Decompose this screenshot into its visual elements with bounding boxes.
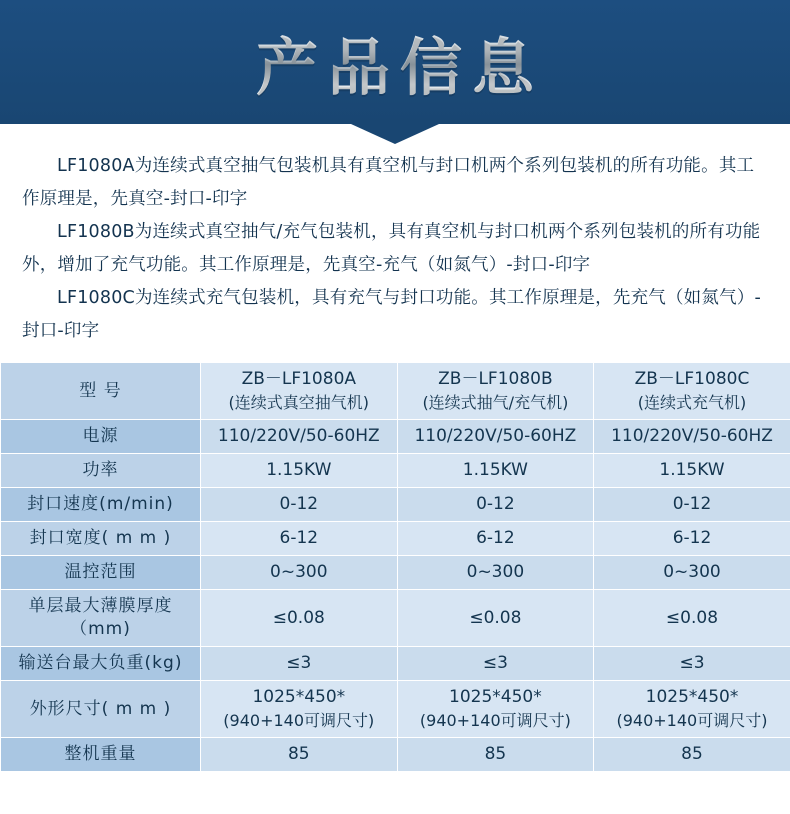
row-value: ≤0.08 bbox=[594, 590, 790, 647]
value-line-1: ZB－LF1080C bbox=[634, 369, 750, 389]
page-title: 产品信息 bbox=[0, 0, 790, 124]
row-label: 温控范围 bbox=[1, 556, 201, 590]
row-value bbox=[594, 363, 790, 420]
row-value: ≤3 bbox=[201, 647, 398, 681]
row-value: 85 bbox=[594, 738, 790, 772]
table-row bbox=[1, 488, 790, 522]
row-label: 单层最大薄膜厚度（mm) bbox=[1, 590, 201, 647]
row-value: 110/220V/50-60HZ bbox=[594, 420, 790, 454]
description-block bbox=[0, 124, 790, 356]
row-value: ≤3 bbox=[397, 647, 594, 681]
row-value: 0-12 bbox=[201, 488, 398, 522]
row-value: 85 bbox=[397, 738, 594, 772]
value-line-2: (连续式充气机) bbox=[637, 393, 747, 412]
table-row bbox=[1, 522, 790, 556]
table-row bbox=[1, 738, 790, 772]
row-label: 输送台最大负重(kg) bbox=[1, 647, 201, 681]
table-row bbox=[1, 454, 790, 488]
row-label: 功率 bbox=[1, 454, 201, 488]
row-value bbox=[594, 681, 790, 738]
row-value: ≤0.08 bbox=[397, 590, 594, 647]
description-paragraph-2: LF1080B为连续式真空抽气/充气包装机，具有真空机与封口机两个系列包装机的所有功能外，增加了充气功能。其工作原理是，先真空-充气（如氮气）-封口-印字 bbox=[22, 222, 761, 275]
banner-arrow-icon bbox=[351, 124, 439, 144]
row-value bbox=[201, 681, 398, 738]
table-row bbox=[1, 420, 790, 454]
row-label: 电源 bbox=[1, 420, 201, 454]
value-line-1: 1025*450* bbox=[449, 687, 542, 707]
row-value: 1.15KW bbox=[201, 454, 398, 488]
value-line-2: (940+140可调尺寸) bbox=[616, 711, 768, 730]
table-row bbox=[1, 363, 790, 420]
row-value: 1.15KW bbox=[397, 454, 594, 488]
table-row bbox=[1, 681, 790, 738]
value-line-2: (940+140可调尺寸) bbox=[223, 711, 375, 730]
description-paragraph-1: LF1080A为连续式真空抽气包装机具有真空机与封口机两个系列包装机的所有功能。其工作原理是，先真空-封口-印字 bbox=[22, 156, 755, 209]
value-line-1: 1025*450* bbox=[252, 687, 346, 707]
row-value bbox=[397, 681, 594, 738]
row-value: 6-12 bbox=[397, 522, 594, 556]
row-value: ≤3 bbox=[594, 647, 790, 681]
row-value: ≤0.08 bbox=[201, 590, 398, 647]
row-label: 型 号 bbox=[1, 363, 201, 420]
row-value: 0~300 bbox=[201, 556, 398, 590]
row-value: 0~300 bbox=[397, 556, 594, 590]
description-paragraph-3: LF1080C为连续式充气包装机，具有充气与封口功能。其工作原理是，先充气（如氮气）-封口-印字 bbox=[22, 288, 761, 341]
row-value: 1.15KW bbox=[594, 454, 790, 488]
value-line-2: (连续式真空抽气机) bbox=[228, 393, 370, 412]
row-value: 0-12 bbox=[594, 488, 790, 522]
spec-table bbox=[0, 362, 790, 772]
spec-table-wrapper bbox=[0, 356, 790, 772]
row-value: 0-12 bbox=[397, 488, 594, 522]
row-value: 110/220V/50-60HZ bbox=[397, 420, 594, 454]
table-row bbox=[1, 590, 790, 647]
row-label: 外形尺寸( m m ) bbox=[1, 681, 201, 738]
value-line-2: (连续式抽气/充气机) bbox=[422, 393, 569, 412]
value-line-1: 1025*450* bbox=[645, 687, 739, 707]
row-value: 6-12 bbox=[594, 522, 790, 556]
row-label: 封口宽度( m m ) bbox=[1, 522, 201, 556]
row-value: 85 bbox=[201, 738, 398, 772]
row-value bbox=[397, 363, 594, 420]
value-line-2: (940+140可调尺寸) bbox=[419, 711, 571, 730]
value-line-1: ZB－LF1080A bbox=[241, 369, 357, 389]
row-value: 0~300 bbox=[594, 556, 790, 590]
row-value bbox=[201, 363, 398, 420]
row-value: 110/220V/50-60HZ bbox=[201, 420, 398, 454]
table-row bbox=[1, 556, 790, 590]
row-value: 6-12 bbox=[201, 522, 398, 556]
table-row bbox=[1, 647, 790, 681]
header-banner bbox=[0, 0, 790, 124]
spec-table-body bbox=[1, 363, 790, 772]
row-label: 整机重量 bbox=[1, 738, 201, 772]
row-label: 封口速度(m/min) bbox=[1, 488, 201, 522]
value-line-1: ZB－LF1080B bbox=[438, 369, 553, 389]
